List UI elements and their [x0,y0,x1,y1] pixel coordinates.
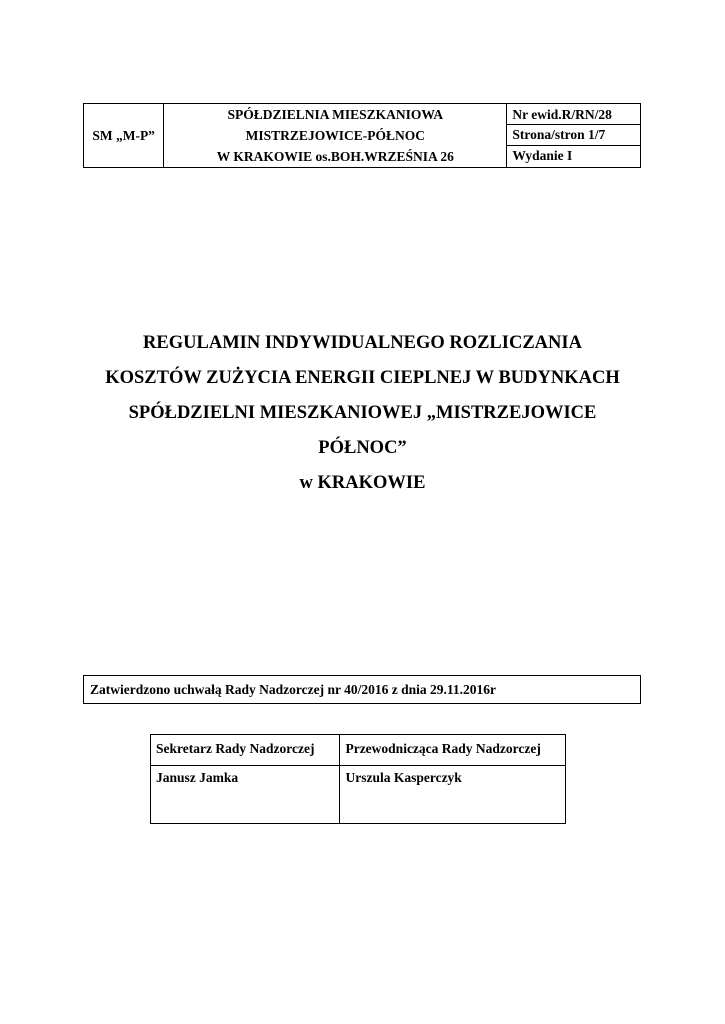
title-line-3: SPÓŁDZIELNI MIESZKANIOWEJ „MISTRZEJOWICE [128,403,597,423]
title-line-5: w KRAKOWIE [299,473,426,493]
org-line-3: W KRAKOWIE os.BOH.WRZEŚNIA 26 [216,149,454,164]
header-organization [164,104,507,168]
secretary-role: Sekretarz Rady Nadzorczej [151,735,340,766]
secretary-name: Janusz Jamka [151,766,340,824]
header-abbreviation: SM „M-P” [84,104,164,168]
edition: Wydanie I [512,147,573,163]
record-number: Nr ewid.R/RN/28 [507,105,640,126]
title-line-2: KOSZTÓW ZUŻYCIA ENERGII CIEPLNEJ W BUDYNKACH [105,368,620,388]
chair-role: Przewodnicząca Rady Nadzorczej [340,735,566,766]
document-header-table [83,103,641,168]
title-line-4: PÓŁNOC” [318,438,407,458]
chair-name: Urszula Kasperczyk [340,766,566,824]
document-title [60,326,665,501]
page-info: Strona/stron 1/7 [507,125,640,146]
title-line-1: REGULAMIN INDYWIDUALNEGO ROZLICZANIA [143,333,582,353]
header-meta [507,104,641,168]
org-line-2: MISTRZEJOWICE-PÓŁNOC [245,128,425,143]
approval-note: Zatwierdzono uchwałą Rady Nadzorczej nr 40/2016 z dnia 29.11.2016r [83,675,641,704]
signature-table [150,734,566,824]
org-line-1: SPÓŁDZIELNIA MIESZKANIOWA [227,107,444,122]
